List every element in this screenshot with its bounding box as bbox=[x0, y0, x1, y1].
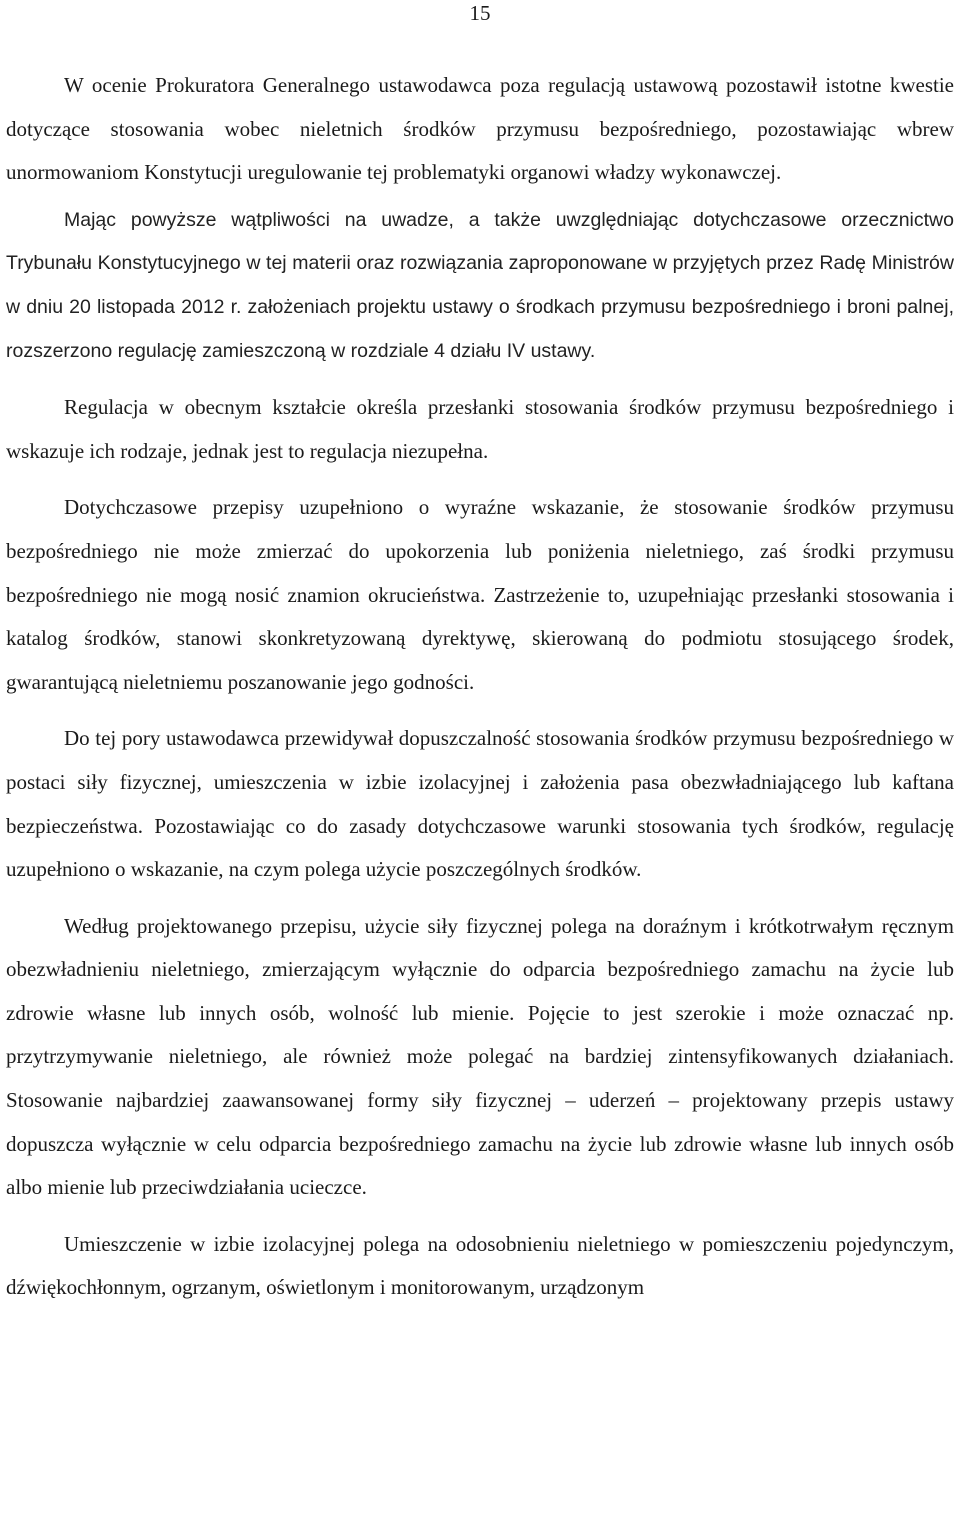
paragraph-supplemented-provisions: Dotychczasowe przepisy uzupełniono o wyraźne wskazanie, że stosowanie środków przymusu bezpośredniego nie może zmierzać do upokorzenia lub poniżenia nieletniego, zaś środki przymusu bezpośredniego nie mogą nosić znamion okrucieństwa. Zastrzeżenie to, uzupełniając przesłanki stosowania i katalog środków, stanowi skonkretyzowaną dyrektywę, skierowaną do podmiotu stosującego środek, gwarantującą nieletniemu poszanowanie jego godności. bbox=[6, 495, 954, 694]
paragraph-doubts-considered: Mając powyższe wątpliwości na uwadze, a także uwzględniając dotychczasowe orzecznictwo Trybunału Konstytucyjnego w tej materii oraz rozwiązania zaproponowane w przyjętych przez Radę Ministrów w dniu 20 listopada 2012 r. założeniach projektu ustawy o środkach przymusu bezpośredniego i broni palnej, rozszerzono regulację zamieszczoną w rozdziale 4 działu IV ustawy. bbox=[6, 208, 954, 362]
paragraph-current-regulation: Regulacja w obecnym kształcie określa przesłanki stosowania środków przymusu bezpośredniego i wskazuje ich rodzaje, jednak jest to regulacja niezupełna. bbox=[6, 395, 954, 463]
paragraph-physical-force: Według projektowanego przepisu, użycie siły fizycznej polega na doraźnym i krótkotrwałym ręcznym obezwładnieniu nieletniego, zmierzającym wyłącznie do odparcia bezpośredniego zamachu na życie lub zdrowie własne lub innych osób, wolność lub mienie. Pojęcie to jest szerokie i może oznaczać np. przytrzymywanie nieletniego, ale również może polegać na bardziej zintensyfikowanych działaniach. Stosowanie najbardziej zaawansowanej formy siły fizycznej – uderzeń – projektowany przepis ustawy dopuszcza wyłącznie w celu odparcia bezpośredniego zamachu na życie lub zdrowie własne lub innych osób albo mienie lub przeciwdziałania ucieczce. bbox=[6, 913, 954, 1200]
paragraph-legislator-provisions: Do tej pory ustawodawca przewidywał dopuszczalność stosowania środków przymusu bezpośredniego w postaci siły fizycznej, umieszczenia w izbie izolacyjnej i założenia pasa obezwładniającego lub kaftana bezpieczeństwa. Pozostawiając co do zasady dotychczasowe warunki stosowania tych środków, regulację uzupełniono o wskazanie, na czym polega użycie poszczególnych środków. bbox=[6, 726, 954, 882]
paragraph-prosecutor-opinion: W ocenie Prokuratora Generalnego ustawodawca poza regulacją ustawową pozostawił istotne kwestie dotyczące stosowania wobec nieletnich środków przymusu bezpośredniego, pozostawiając wbrew unormowaniom Konstytucji uregulowanie tej problematyki organowi władzy wykonawczej. bbox=[6, 73, 954, 185]
document-body bbox=[6, 64, 954, 1310]
paragraph-isolation-room: Umieszczenie w izbie izolacyjnej polega na odosobnieniu nieletniego w pomieszczeniu pojedynczym, dźwiękochłonnym, ogrzanym, oświetlonym i monitorowanym, urządzonym bbox=[6, 1231, 954, 1300]
page-number: 15 bbox=[469, 1, 491, 25]
